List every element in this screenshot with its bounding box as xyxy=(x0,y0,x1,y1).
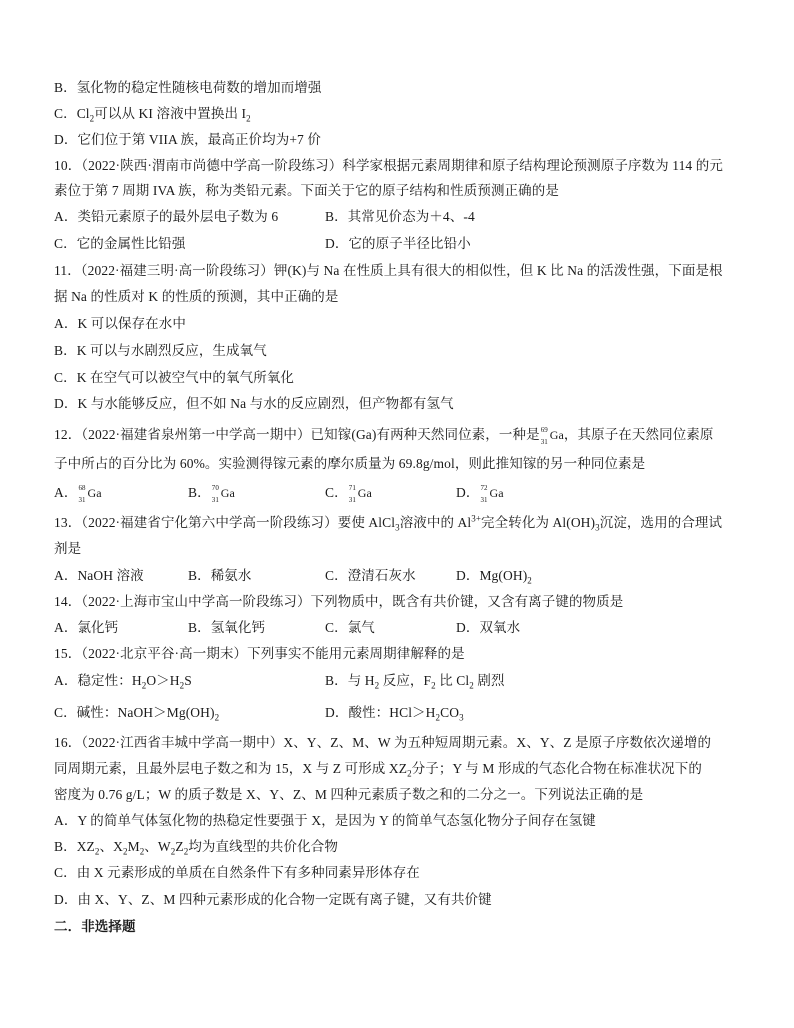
q13-option-c: C．澄清石灰水 xyxy=(325,568,416,583)
q11-option-a: A．K 可以保存在水中 xyxy=(54,316,186,331)
q12-option-a: A． 68 31 Ga xyxy=(54,484,102,504)
q12-stem-line1: 12．（2022·福建省泉州第一中学高一期中）已知镓(Ga)有两种天然同位素，一种是 69 31 Ga，其原子在天然同位素原 xyxy=(54,426,714,446)
q15-option-c: C．碱性：$NaOH>Mg(OH)_2$ xyxy=(54,705,220,723)
section-heading: 二．非选择题 xyxy=(54,919,136,934)
q16-stem-line3: 密度为 0.76 g/L；W 的质子数是 X、Y、Z、M 四种元素质子数之和的二分之一。下列说法正确的是 xyxy=(54,787,644,802)
q15-option-b: B．与 $H_2$ 反应，$F_2$ 比 $Cl_2$ 剧烈 xyxy=(325,673,505,691)
q16-option-c: C．由 X 元素形成的单质在自然条件下有多种同素异形体存在 xyxy=(54,865,420,880)
q12-option-d: D． 72 31 Ga xyxy=(456,484,504,504)
q10-options-row2 xyxy=(54,235,471,253)
q9-option-b: B．氢化物的稳定性随核电荷数的增加而增强 xyxy=(54,80,322,95)
q13-stem-line2: 剂是 xyxy=(54,541,82,556)
q11-stem-line1: 11．（2022·福建三明·高一阶段练习）钾(K)与 Na 在性质上具有很大的相似性，但 K 比 Na 的活泼性强，下面是根 xyxy=(54,263,723,278)
q14-options-row xyxy=(54,619,521,637)
q14-option-b: B．氢氧化钙 xyxy=(188,620,266,635)
q10-option-d: D．它的原子半径比铅小 xyxy=(325,236,471,251)
q15-options-row2 xyxy=(54,704,464,723)
q12-option-c: C． 71 31 Ga xyxy=(325,484,372,504)
q13-option-a: A．NaOH 溶液 xyxy=(54,568,144,583)
q12-stem-line2: 子中所占的百分比为 60%。实验测得镓元素的摩尔质量为 69.8g/mol，则此推知镓的另一种同位素是 xyxy=(54,456,646,471)
q10-options-row1 xyxy=(54,208,475,226)
q10-stem-line2: 素位于第 7 周期 IVA 族，称为类铅元素。下面关于它的原子结构和性质预测正确的是 xyxy=(54,183,559,198)
q12-options-row xyxy=(54,484,504,504)
q11-option-c: C．K 在空气可以被空气中的氧气所氧化 xyxy=(54,370,295,385)
q15-stem: 15．（2022·北京平谷·高一期末）下列事实不能用元素周期律解释的是 xyxy=(54,646,465,661)
q10-stem-line1: 10．（2022·陕西·渭南市尚德中学高一阶段练习）科学家根据元素周期律和原子结构理论预测原子序数为 114 的元 xyxy=(54,158,723,173)
q13-option-b: B．稀氨水 xyxy=(188,568,252,583)
q11-option-d: D．K 与水能够反应，但不如 Na 与水的反应剧烈，但产物都有氢气 xyxy=(54,396,454,411)
q16-stem-line1: 16．（2022·江西省丰城中学高一期中）X、Y、Z、M、W 为五种短周期元素。X、Y、Z 是原子序数依次递增的 xyxy=(54,735,712,750)
q13-options-row xyxy=(54,567,532,586)
q15-options-row1 xyxy=(54,672,505,691)
q10-option-c: C．它的金属性比铅强 xyxy=(54,236,186,251)
q9-option-d: D．它们位于第 VIIA 族，最高正价均为+7 价 xyxy=(54,132,321,147)
q16-stem-line2: 同周期元素，且最外层电子数之和为 15，X 与 Z 可形成 $XZ_2$分子；Y 与 M 形成的气态化合物在标准状况下的 xyxy=(54,761,702,779)
q10-option-a: A．类铅元素原子的最外层电子数为 6 xyxy=(54,209,279,224)
q16-option-a: A．Y 的简单气体氢化物的热稳定性要强于 X，是因为 Y 的简单气态氢化物分子间存在氢键 xyxy=(54,813,596,828)
q15-option-a: A．稳定性：$H_2O>H_2S$ xyxy=(54,673,192,691)
q16-option-d: D．由 X、Y、Z、M 四种元素形成的化合物一定既有离子键，又有共价键 xyxy=(54,892,492,907)
q11-stem-line2: 据 Na 的性质对 K 的性质的预测，其中正确的是 xyxy=(54,289,339,304)
q11-option-b: B．K 可以与水剧烈反应，生成氧气 xyxy=(54,343,267,358)
q13-stem-line1: 13．（2022·福建省宁化第六中学高一阶段练习）要使 AlCl$_3$溶液中的 $Al^{3+}$完全转化为 $Al(OH)_3$沉淀，选用的合理试 xyxy=(54,513,723,533)
q14-option-c: C．氯气 xyxy=(325,620,375,635)
q14-option-a: A．氯化钙 xyxy=(54,620,119,635)
q14-stem: 14．（2022·上海市宝山中学高一阶段练习）下列物质中，既含有共价键，又含有离子键的物质是 xyxy=(54,594,624,609)
q12-option-b: B． 70 31 Ga xyxy=(188,484,235,504)
q12-isotope-ga69: 69 31 Ga xyxy=(540,426,564,446)
q16-option-b: B．$XZ_2$、$X_2M_2$、$W_2Z_2$均为直线型的共价化合物 xyxy=(54,839,338,857)
q9-option-c: C．$Cl_2$可以从 KI 溶液中置换出 $I_2$ xyxy=(54,106,251,124)
q15-option-d: D．酸性：$HCl>H_2CO_3$ xyxy=(325,705,464,723)
q10-option-b: B．其常见价态为＋4、-4 xyxy=(325,209,475,224)
q13-option-d: D．$Mg(OH)_2$ xyxy=(456,568,532,586)
q14-option-d: D．双氧水 xyxy=(456,620,521,635)
